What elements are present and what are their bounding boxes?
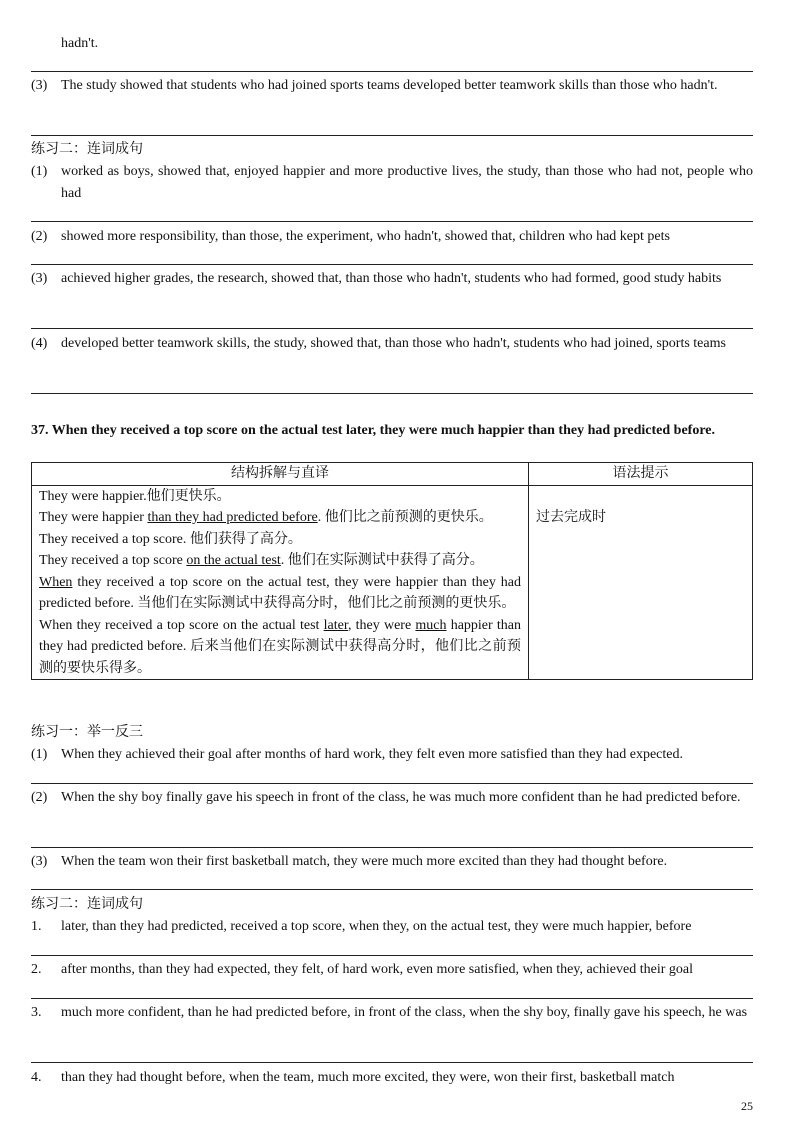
grammar-hint-cell: 过去完成时 bbox=[529, 485, 753, 680]
answer-line bbox=[31, 1062, 753, 1063]
table-row bbox=[32, 485, 753, 680]
item-number: (4) bbox=[31, 336, 48, 351]
underlined-phrase: When bbox=[39, 574, 73, 590]
breakdown-line bbox=[39, 507, 521, 529]
item-text: developed better teamwork skills, the study, showed that, than those who hadn't, students who had joined, sports teams bbox=[61, 336, 726, 351]
item-text: after months, than they had expected, they felt, of hard work, even more satisfied, when they, achieved their goal bbox=[61, 962, 693, 977]
answer-line bbox=[31, 328, 753, 329]
item-number: (2) bbox=[31, 790, 48, 805]
exercise-item bbox=[31, 1067, 753, 1089]
text-run: When they received a top score on the actual test bbox=[39, 617, 324, 633]
item-number: 1. bbox=[31, 919, 42, 934]
column-header: 语法提示 bbox=[529, 463, 753, 486]
column-header: 结构拆解与直译 bbox=[32, 463, 529, 486]
answer-line bbox=[31, 393, 753, 394]
breakdown-line bbox=[39, 550, 521, 572]
text-run: They were happier bbox=[39, 510, 148, 525]
underlined-phrase: later bbox=[323, 617, 348, 633]
question-heading: 37. When they received a top score on the actual test later, they were much happier than they had predicted before. bbox=[31, 423, 716, 438]
breakdown-line: They were happier.他们更快乐。 bbox=[39, 488, 231, 504]
underlined-phrase: on the actual test bbox=[186, 553, 281, 568]
exercise-item bbox=[31, 787, 753, 809]
item-number: (3) bbox=[31, 78, 48, 93]
item-number: 2. bbox=[31, 962, 42, 977]
item-text: showed more responsibility, than those, the experiment, who hadn't, showed that, children who had kept pets bbox=[61, 229, 670, 244]
text-run: They received a top score bbox=[39, 553, 187, 568]
item-text: When the team won their first basketball match, they were much more excited than they had thought before. bbox=[61, 854, 668, 869]
text-run: they received a top score on the actual test, they were happier than they had predicted before. 当他们在实际测试中获得高分时，他们比之前预测的更快乐。 bbox=[39, 574, 521, 611]
item-text: than they had thought before, when the team, much more excited, they were, won their first, basketball match bbox=[61, 1070, 675, 1085]
exercise-item bbox=[31, 744, 753, 766]
exercise-item bbox=[31, 1002, 753, 1024]
answer-line bbox=[31, 221, 753, 222]
item-text: When the shy boy finally gave his speech in front of the class, he was much more confident than he had predicted before. bbox=[61, 790, 741, 805]
underlined-phrase: than they had predicted before bbox=[147, 510, 318, 525]
answer-line bbox=[31, 783, 753, 784]
text-run: happier than they had predicted before. 后来当他们在实际测试中获得高分时，他们比之前预测的要快乐得多。 bbox=[39, 617, 521, 676]
item-text: much more confident, than he had predicted before, in front of the class, when the shy boy, finally gave his speech, he was bbox=[61, 1005, 748, 1020]
breakdown-line bbox=[39, 572, 521, 615]
item-number: (3) bbox=[31, 854, 48, 869]
item-text: achieved higher grades, the research, showed that, than those who hadn't, students who had formed, good study habits bbox=[61, 271, 722, 286]
table-header-row bbox=[32, 463, 753, 486]
text-run: . 他们比之前预测的更快乐。 bbox=[317, 510, 493, 525]
breakdown-line: They received a top score. 他们获得了高分。 bbox=[39, 531, 302, 547]
section-title: 练习二：连词成句 bbox=[31, 897, 143, 912]
answer-line bbox=[31, 847, 753, 848]
answer-line bbox=[31, 135, 753, 136]
answer-line bbox=[31, 998, 753, 999]
page-number: 25 bbox=[741, 1099, 753, 1113]
underlined-phrase: much bbox=[415, 617, 447, 633]
continued-text: hadn't. bbox=[61, 36, 99, 51]
section-title: 练习一：举一反三 bbox=[31, 725, 143, 740]
structure-table bbox=[31, 462, 753, 680]
answer-line bbox=[31, 264, 753, 265]
item-text: The study showed that students who had joined sports teams developed better teamwork skills than those who hadn't. bbox=[61, 78, 718, 93]
section-title: 练习二：连词成句 bbox=[31, 142, 143, 157]
exercise-item bbox=[31, 916, 753, 938]
exercise-item bbox=[31, 333, 753, 355]
item-number: (2) bbox=[31, 229, 48, 244]
exercise-item bbox=[31, 959, 753, 981]
item-number: 3. bbox=[31, 1005, 42, 1020]
answer-line bbox=[31, 71, 753, 72]
item-text: When they achieved their goal after months of hard work, they felt even more satisfied than they had expected. bbox=[61, 747, 683, 762]
item-number: (1) bbox=[31, 164, 48, 179]
breakdown-line bbox=[39, 615, 521, 680]
item-number: (3) bbox=[31, 271, 48, 286]
answer-line bbox=[31, 955, 753, 956]
exercise-item bbox=[31, 226, 753, 248]
item-text: later, than they had predicted, received a top score, when they, on the actual test, they were much happier, before bbox=[61, 919, 692, 934]
text-run: , they were bbox=[347, 617, 416, 633]
answer-line bbox=[31, 889, 753, 890]
exercise-item bbox=[31, 161, 753, 205]
item-number: 4. bbox=[31, 1070, 42, 1085]
exercise-item bbox=[31, 75, 753, 97]
item-number: (1) bbox=[31, 747, 48, 762]
structure-breakdown-cell bbox=[32, 485, 529, 680]
exercise-item bbox=[31, 851, 753, 873]
exercise-item bbox=[31, 268, 753, 290]
text-run: . 他们在实际测试中获得了高分。 bbox=[280, 553, 484, 568]
item-text: worked as boys, showed that, enjoyed happier and more productive lives, the study, than those who had not, people who had bbox=[61, 164, 753, 201]
